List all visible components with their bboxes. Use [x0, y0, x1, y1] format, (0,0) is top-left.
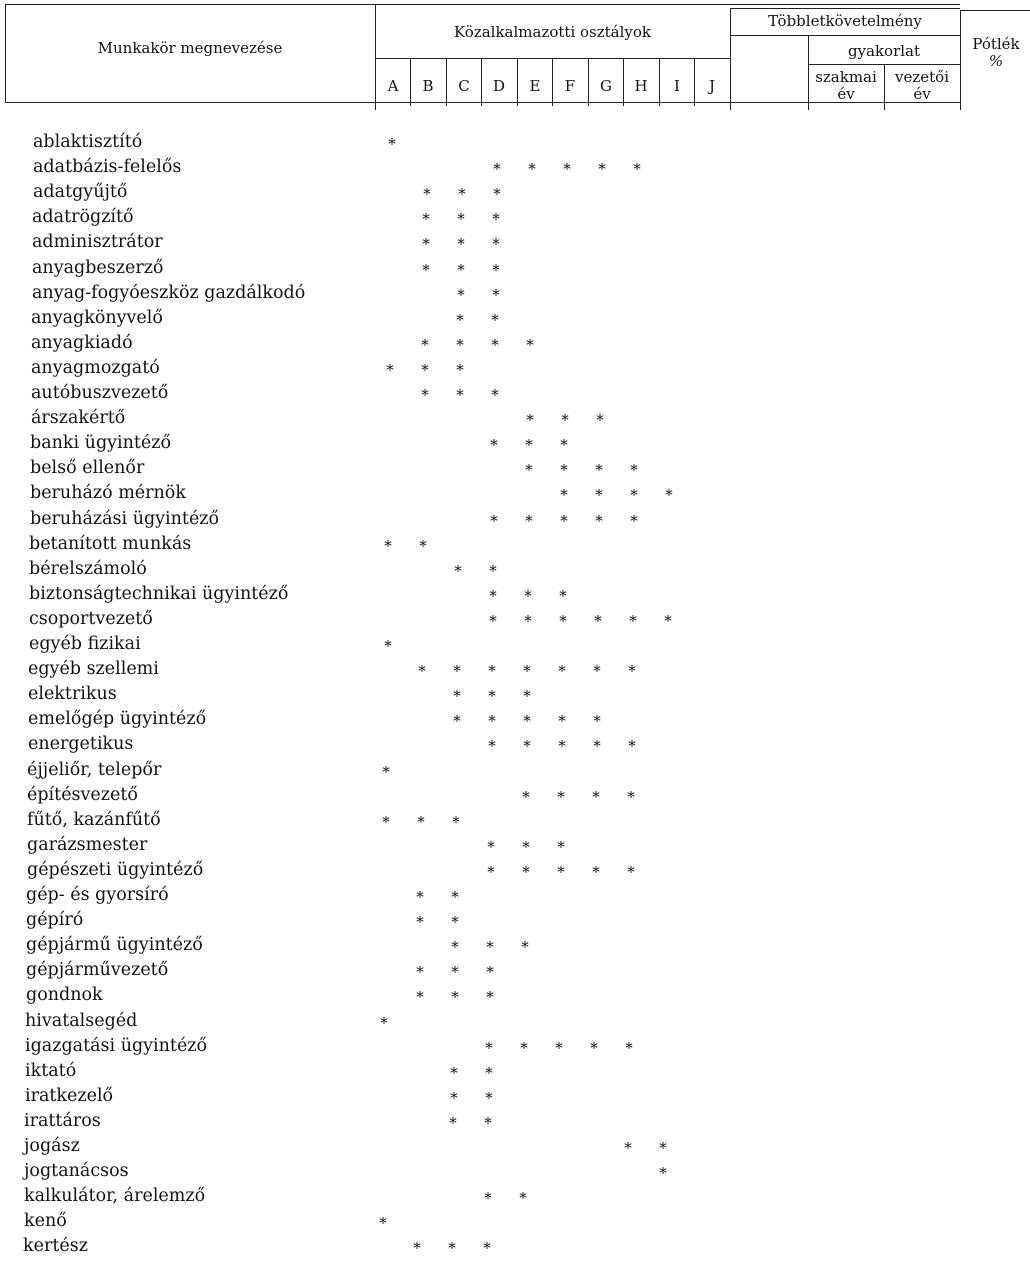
job-name: adminisztrátor	[32, 232, 163, 253]
class-mark-g: *	[594, 611, 602, 630]
class-mark-f: *	[558, 737, 566, 756]
class-mark-d: *	[492, 260, 500, 279]
class-mark-d: *	[490, 511, 498, 530]
class-mark-a: *	[379, 1214, 387, 1233]
job-name: elektrikus	[28, 684, 117, 705]
class-mark-d: *	[484, 1189, 492, 1208]
class-mark-d: *	[485, 1038, 493, 1057]
class-mark-d: *	[491, 386, 499, 404]
job-name: beruházási ügyintéző	[30, 508, 220, 529]
class-letter-i: I	[674, 77, 680, 95]
class-mark-a: *	[384, 637, 392, 655]
class-mark-d: *	[484, 1113, 492, 1132]
class-mark-b: *	[422, 235, 430, 254]
class-mark-d: *	[493, 160, 501, 179]
class-mark-d: *	[488, 662, 496, 681]
class-mark-h: *	[630, 486, 638, 505]
job-name: fűtő, kazánfűtő	[27, 809, 161, 830]
class-mark-c: *	[456, 360, 464, 379]
table-row	[0, 156, 1030, 181]
class-mark-f: *	[560, 461, 568, 480]
class-mark-c: *	[457, 210, 465, 229]
table-row	[0, 482, 1030, 507]
table-row	[0, 1135, 1030, 1160]
table-row	[0, 533, 1030, 558]
job-name: autóbuszvezető	[31, 383, 169, 403]
class-mark-c: *	[453, 687, 461, 706]
table-row	[0, 382, 1030, 407]
professional-year-label: év	[837, 85, 855, 103]
class-mark-g: *	[595, 461, 603, 480]
job-name: jogtanácsos	[24, 1161, 129, 1182]
class-mark-a: *	[386, 360, 394, 379]
job-name: kertész	[23, 1236, 88, 1257]
class-mark-e: *	[525, 436, 533, 455]
job-name: árszakértő	[31, 408, 126, 429]
class-mark-d: *	[483, 1239, 491, 1258]
table-row	[0, 633, 1030, 658]
table-row	[0, 608, 1030, 633]
class-mark-c: *	[451, 938, 459, 957]
class-mark-e: *	[522, 837, 530, 856]
class-mark-h: *	[625, 1038, 633, 1057]
extra-requirement-header: Többletkövetelmény	[768, 12, 922, 30]
class-mark-f: *	[557, 862, 565, 881]
professional-label: szakmai	[815, 68, 877, 86]
class-mark-e: *	[524, 586, 532, 605]
table-row	[0, 859, 1030, 884]
class-mark-e: *	[523, 662, 531, 681]
allowance-header	[962, 36, 1030, 70]
class-mark-d: *	[489, 586, 497, 605]
job-name: gépészeti ügyintéző	[27, 859, 204, 880]
job-name: banki ügyintéző	[30, 433, 172, 454]
table-row	[0, 1185, 1030, 1210]
table-row	[0, 457, 1030, 482]
class-mark-d: *	[487, 837, 495, 856]
job-name: emelőgép ügyintéző	[28, 709, 207, 730]
class-mark-f: *	[559, 611, 567, 630]
class-mark-i: *	[659, 1139, 667, 1157]
class-mark-g: *	[596, 411, 604, 430]
table-row	[0, 708, 1030, 733]
table-row	[0, 1235, 1030, 1260]
class-mark-d: *	[490, 436, 498, 455]
class-mark-g: *	[593, 712, 601, 731]
job-name: iktató	[25, 1060, 77, 1081]
table-row	[0, 909, 1030, 934]
class-letter-j: J	[708, 77, 715, 95]
job-name: betanított munkás	[29, 533, 192, 554]
table-row	[0, 984, 1030, 1009]
class-mark-c: *	[451, 913, 459, 932]
header-extra-top	[730, 8, 960, 9]
class-mark-c: *	[451, 888, 459, 906]
table-row	[0, 1060, 1030, 1085]
class-mark-c: *	[453, 712, 461, 731]
class-mark-e: *	[521, 938, 529, 957]
class-mark-a: *	[384, 536, 392, 555]
class-mark-i: *	[664, 611, 672, 630]
class-mark-c: *	[457, 235, 465, 254]
table-row	[0, 432, 1030, 457]
table-row	[0, 131, 1030, 156]
class-mark-c: *	[450, 1088, 458, 1107]
class-mark-c: *	[451, 988, 459, 1007]
class-mark-e: *	[522, 787, 530, 806]
job-name: gép- és gyorsíró	[26, 885, 169, 905]
job-name: adatbázis-felelős	[33, 157, 182, 178]
class-mark-d: *	[492, 235, 500, 254]
class-mark-d: *	[488, 737, 496, 756]
class-mark-c: *	[454, 561, 462, 580]
job-name: irattáros	[24, 1110, 101, 1131]
job-name: kalkulátor, árelemző	[24, 1186, 206, 1207]
header-extra-sub-line	[730, 35, 960, 36]
table-row	[0, 407, 1030, 432]
class-mark-d: *	[489, 611, 497, 630]
class-mark-d: *	[493, 185, 501, 204]
header-divider-classes	[730, 8, 731, 110]
class-mark-h: *	[630, 461, 638, 480]
job-name: anyagkönyvelő	[31, 307, 163, 328]
class-mark-g: *	[598, 160, 606, 179]
job-name: csoportvezető	[29, 608, 153, 629]
class-mark-b: *	[423, 185, 431, 204]
class-mark-c: *	[451, 963, 459, 982]
header-left-border	[5, 4, 6, 102]
class-mark-f: *	[558, 662, 566, 681]
class-mark-b: *	[416, 888, 424, 906]
class-mark-b: *	[422, 210, 430, 229]
job-name: éjjeliőr, telepőr	[27, 759, 162, 780]
leadership-label: vezetői	[895, 68, 949, 86]
class-mark-c: *	[448, 1239, 456, 1258]
class-mark-b: *	[421, 386, 429, 404]
table-header	[0, 0, 1030, 112]
table-row	[0, 658, 1030, 683]
table-row	[0, 257, 1030, 282]
classes-header: Közalkalmazotti osztályok	[453, 23, 652, 41]
table-row	[0, 508, 1030, 533]
class-mark-e: *	[524, 611, 532, 630]
class-mark-g: *	[590, 1038, 598, 1057]
job-name: iratkezelő	[25, 1085, 114, 1106]
job-name: egyéb szellemi	[28, 659, 159, 680]
table-row	[0, 733, 1030, 758]
class-mark-e: *	[526, 411, 534, 430]
class-mark-e: *	[519, 1189, 527, 1208]
job-name: energetikus	[28, 734, 134, 755]
class-mark-c: *	[458, 185, 466, 204]
table-row	[0, 1085, 1030, 1110]
class-mark-a: *	[388, 135, 396, 153]
table-row	[0, 809, 1030, 834]
class-mark-b: *	[421, 360, 429, 379]
class-mark-g: *	[593, 662, 601, 681]
table-row	[0, 934, 1030, 959]
class-mark-d: *	[488, 712, 496, 731]
job-name: igazgatási ügyintéző	[25, 1035, 208, 1056]
class-mark-b: *	[413, 1239, 421, 1258]
table-row	[0, 1160, 1030, 1185]
class-mark-f: *	[560, 511, 568, 530]
allowance-label: Pótlék	[972, 35, 1020, 53]
job-name: beruházó mérnök	[30, 483, 186, 504]
class-mark-d: *	[485, 1088, 493, 1107]
allowance-percent: %	[988, 52, 1004, 70]
table-row	[0, 357, 1030, 382]
professional-years-header	[810, 69, 882, 103]
class-mark-c: *	[450, 1063, 458, 1082]
class-mark-e: *	[525, 511, 533, 530]
table-row	[0, 558, 1030, 583]
table-row	[0, 231, 1030, 256]
table-row	[0, 759, 1030, 784]
class-mark-f: *	[561, 411, 569, 430]
class-mark-f: *	[560, 486, 568, 505]
table-row	[0, 307, 1030, 332]
header-top-border	[5, 4, 960, 5]
job-name: kenő	[24, 1211, 67, 1232]
class-mark-c: *	[456, 310, 464, 329]
class-mark-f: *	[557, 787, 565, 806]
job-name: építésvezető	[27, 784, 138, 805]
table-row	[0, 1010, 1030, 1035]
class-mark-a: *	[382, 812, 390, 831]
class-mark-b: *	[421, 335, 429, 354]
class-mark-b: *	[416, 988, 424, 1007]
class-mark-c: *	[457, 285, 465, 304]
table-row	[0, 206, 1030, 231]
class-mark-h: *	[627, 862, 635, 881]
class-mark-h: *	[627, 787, 635, 806]
table-row	[0, 834, 1030, 859]
table-row	[0, 583, 1030, 608]
class-mark-c: *	[456, 386, 464, 404]
class-mark-c: *	[452, 812, 460, 831]
class-mark-c: *	[449, 1113, 457, 1132]
class-mark-d: *	[486, 938, 494, 957]
class-mark-b: *	[419, 536, 427, 555]
job-name: anyagmozgató	[31, 357, 160, 378]
class-mark-f: *	[558, 712, 566, 731]
job-name: adatrögzítő	[32, 207, 134, 228]
class-mark-e: *	[525, 461, 533, 480]
job-name: gépjármű ügyintéző	[26, 935, 203, 956]
class-mark-g: *	[595, 511, 603, 530]
job-name: egyéb fizikai	[29, 634, 141, 654]
header-allowance-top	[960, 10, 1030, 11]
class-mark-e: *	[520, 1038, 528, 1057]
table-row	[0, 1035, 1030, 1060]
class-mark-c: *	[457, 260, 465, 279]
table-row	[0, 1210, 1030, 1235]
class-mark-d: *	[487, 862, 495, 881]
class-letter-f: F	[564, 77, 576, 95]
class-letter-e: E	[529, 77, 541, 95]
class-mark-d: *	[492, 210, 500, 229]
job-name: anyagbeszerző	[32, 257, 164, 278]
class-mark-d: *	[491, 310, 499, 329]
job-name: gépíró	[26, 910, 84, 931]
class-mark-h: *	[629, 611, 637, 630]
class-mark-b: *	[416, 913, 424, 932]
class-mark-i: *	[665, 486, 673, 505]
header-divider-extra	[960, 10, 961, 110]
class-mark-e: *	[523, 712, 531, 731]
class-mark-g: *	[592, 862, 600, 881]
practice-header: gyakorlat	[847, 42, 921, 60]
job-name: belső ellenőr	[30, 458, 145, 479]
class-mark-f: *	[563, 160, 571, 179]
class-mark-c: *	[456, 335, 464, 354]
class-mark-a: *	[380, 1013, 388, 1032]
header-years-divider	[884, 64, 885, 110]
job-name: hivatalsegéd	[25, 1010, 138, 1031]
job-name: ablaktisztító	[33, 132, 143, 152]
class-letter-a: A	[387, 77, 399, 95]
job-name: gépjárművezető	[26, 960, 169, 981]
class-mark-d: *	[489, 561, 497, 580]
class-mark-f: *	[555, 1038, 563, 1057]
class-mark-h: *	[628, 737, 636, 756]
class-mark-h: *	[628, 662, 636, 681]
job-name: anyag-fogyóeszköz gazdálkodó	[32, 282, 306, 303]
class-mark-a: *	[382, 762, 390, 781]
class-mark-f: *	[559, 586, 567, 605]
table-row	[0, 282, 1030, 307]
class-mark-h: *	[630, 511, 638, 530]
class-mark-g: *	[593, 737, 601, 756]
class-mark-f: *	[557, 837, 565, 856]
leadership-year-label: év	[913, 85, 931, 103]
table-row	[0, 1110, 1030, 1135]
class-mark-e: *	[522, 862, 530, 881]
job-name: bérelszámoló	[29, 558, 147, 579]
class-mark-b: *	[422, 260, 430, 279]
class-mark-h: *	[624, 1139, 632, 1157]
class-letter-h: H	[634, 77, 648, 95]
table-row	[0, 683, 1030, 708]
class-mark-b: *	[416, 963, 424, 982]
job-name: gondnok	[26, 985, 103, 1006]
class-letter-c: C	[458, 77, 470, 95]
class-letter-b: B	[422, 77, 434, 95]
class-mark-i: *	[659, 1164, 667, 1183]
table-row	[0, 784, 1030, 809]
leadership-years-header	[886, 69, 958, 103]
table-row	[0, 332, 1030, 357]
class-mark-d: *	[486, 988, 494, 1007]
class-mark-d: *	[491, 335, 499, 354]
class-mark-f: *	[560, 436, 568, 455]
class-mark-e: *	[523, 687, 531, 706]
class-mark-c: *	[453, 662, 461, 681]
class-mark-b: *	[417, 812, 425, 831]
class-mark-d: *	[486, 963, 494, 982]
job-title-header: Munkakör megnevezése	[97, 39, 283, 57]
class-mark-d: *	[485, 1063, 493, 1082]
class-mark-g: *	[592, 787, 600, 806]
class-letter-g: G	[600, 77, 612, 95]
job-name: adatgyűjtő	[33, 182, 128, 203]
class-mark-b: *	[418, 662, 426, 681]
class-mark-h: *	[633, 160, 641, 179]
class-mark-d: *	[488, 687, 496, 706]
job-name: anyagkiadó	[31, 332, 133, 353]
class-mark-e: *	[526, 335, 534, 354]
job-name: garázsmester	[27, 834, 148, 855]
class-mark-g: *	[595, 486, 603, 505]
class-mark-e: *	[528, 160, 536, 179]
job-name: biztonságtechnikai ügyintéző	[29, 583, 289, 604]
table-row	[0, 884, 1030, 909]
class-letter-d: D	[492, 77, 506, 95]
table-row	[0, 959, 1030, 984]
job-name: jogász	[24, 1136, 80, 1156]
table-row	[0, 181, 1030, 206]
class-mark-d: *	[492, 285, 500, 304]
class-mark-e: *	[523, 737, 531, 756]
